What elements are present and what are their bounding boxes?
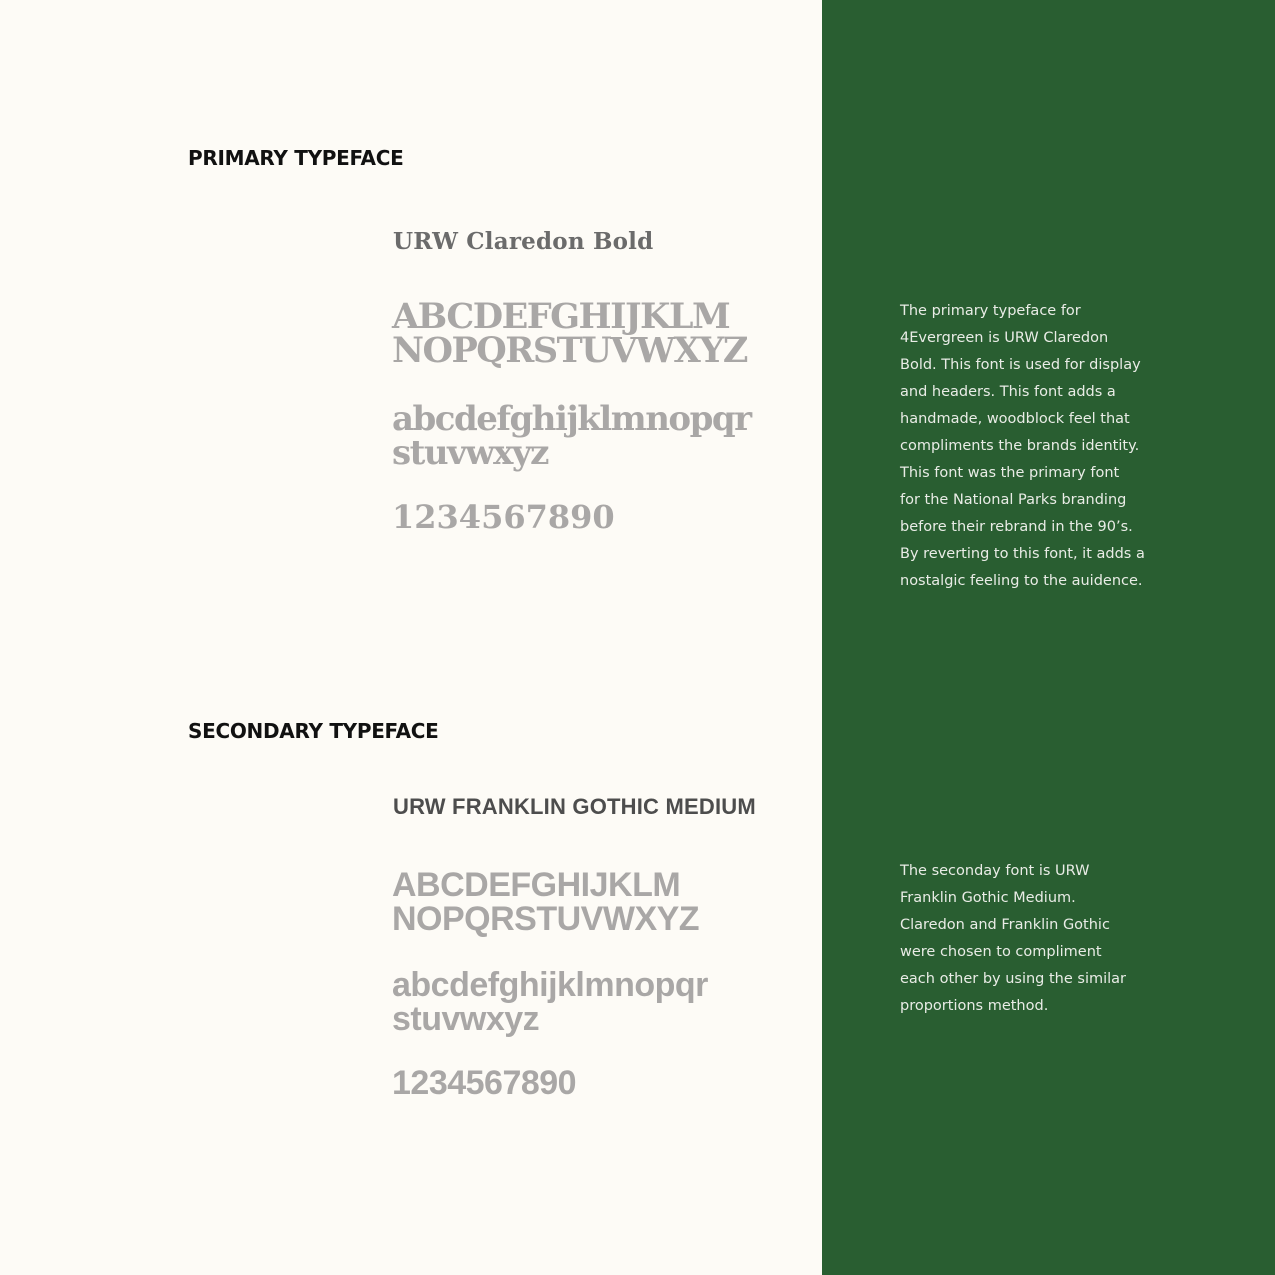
description-panel xyxy=(822,0,1275,1275)
secondary-lowercase-specimen xyxy=(392,968,708,1036)
secondary-lowercase-line-2: stuvwxyz xyxy=(392,1000,540,1038)
secondary-description-line: were chosen to compliment xyxy=(900,944,1102,960)
primary-uppercase-line-1: ABCDEFGHIJKLM xyxy=(392,296,730,337)
secondary-font-name: URW FRANKLIN GOTHIC MEDIUM xyxy=(393,794,756,819)
primary-description-line: By reverting to this font, it adds a xyxy=(900,546,1145,562)
primary-description-line: and headers. This font adds a xyxy=(900,384,1116,400)
secondary-typeface-heading: SECONDARY TYPEFACE xyxy=(188,719,439,743)
primary-typeface-heading: PRIMARY TYPEFACE xyxy=(188,146,404,170)
primary-lowercase-line-1: abcdefghijklmnopqr xyxy=(392,399,751,439)
secondary-description-line: Claredon and Franklin Gothic xyxy=(900,917,1110,933)
secondary-uppercase-line-2: NOPQRSTUVWXYZ xyxy=(392,900,700,938)
primary-description-line: 4Evergreen is URW Claredon xyxy=(900,330,1109,346)
secondary-description-line: The seconday font is URW xyxy=(900,863,1090,879)
secondary-uppercase-line-1: ABCDEFGHIJKLM xyxy=(392,866,681,904)
secondary-numerals-specimen: 1234567890 xyxy=(392,1064,577,1102)
primary-description-line: handmade, woodblock feel that xyxy=(900,411,1130,427)
primary-description-line: nostalgic feeling to the auidence. xyxy=(900,573,1143,589)
secondary-description-line: each other by using the similar xyxy=(900,971,1127,987)
primary-description-line: before their rebrand in the 90’s. xyxy=(900,519,1133,535)
primary-numerals-specimen: 1234567890 xyxy=(392,498,615,536)
primary-description xyxy=(900,298,1145,595)
primary-description-line: The primary typeface for xyxy=(900,303,1081,319)
primary-description-line: for the National Parks branding xyxy=(900,492,1127,508)
primary-uppercase-specimen xyxy=(392,296,747,371)
secondary-description-line: Franklin Gothic Medium. xyxy=(900,890,1076,906)
primary-lowercase-line-2: stuvwxyz xyxy=(392,433,548,473)
primary-description-line: This font was the primary font xyxy=(900,465,1120,481)
secondary-description-line: proportions method. xyxy=(900,998,1049,1014)
secondary-description xyxy=(900,858,1132,1020)
primary-lowercase-specimen xyxy=(392,399,751,473)
primary-description-line: compliments the brands identity. xyxy=(900,438,1140,454)
secondary-lowercase-line-1: abcdefghijklmnopqr xyxy=(392,966,708,1004)
primary-font-name: URW Claredon Bold xyxy=(393,228,654,255)
primary-description-line: Bold. This font is used for display xyxy=(900,357,1141,373)
primary-uppercase-line-2: NOPQRSTUVWXYZ xyxy=(392,330,747,371)
secondary-uppercase-specimen xyxy=(392,868,699,936)
